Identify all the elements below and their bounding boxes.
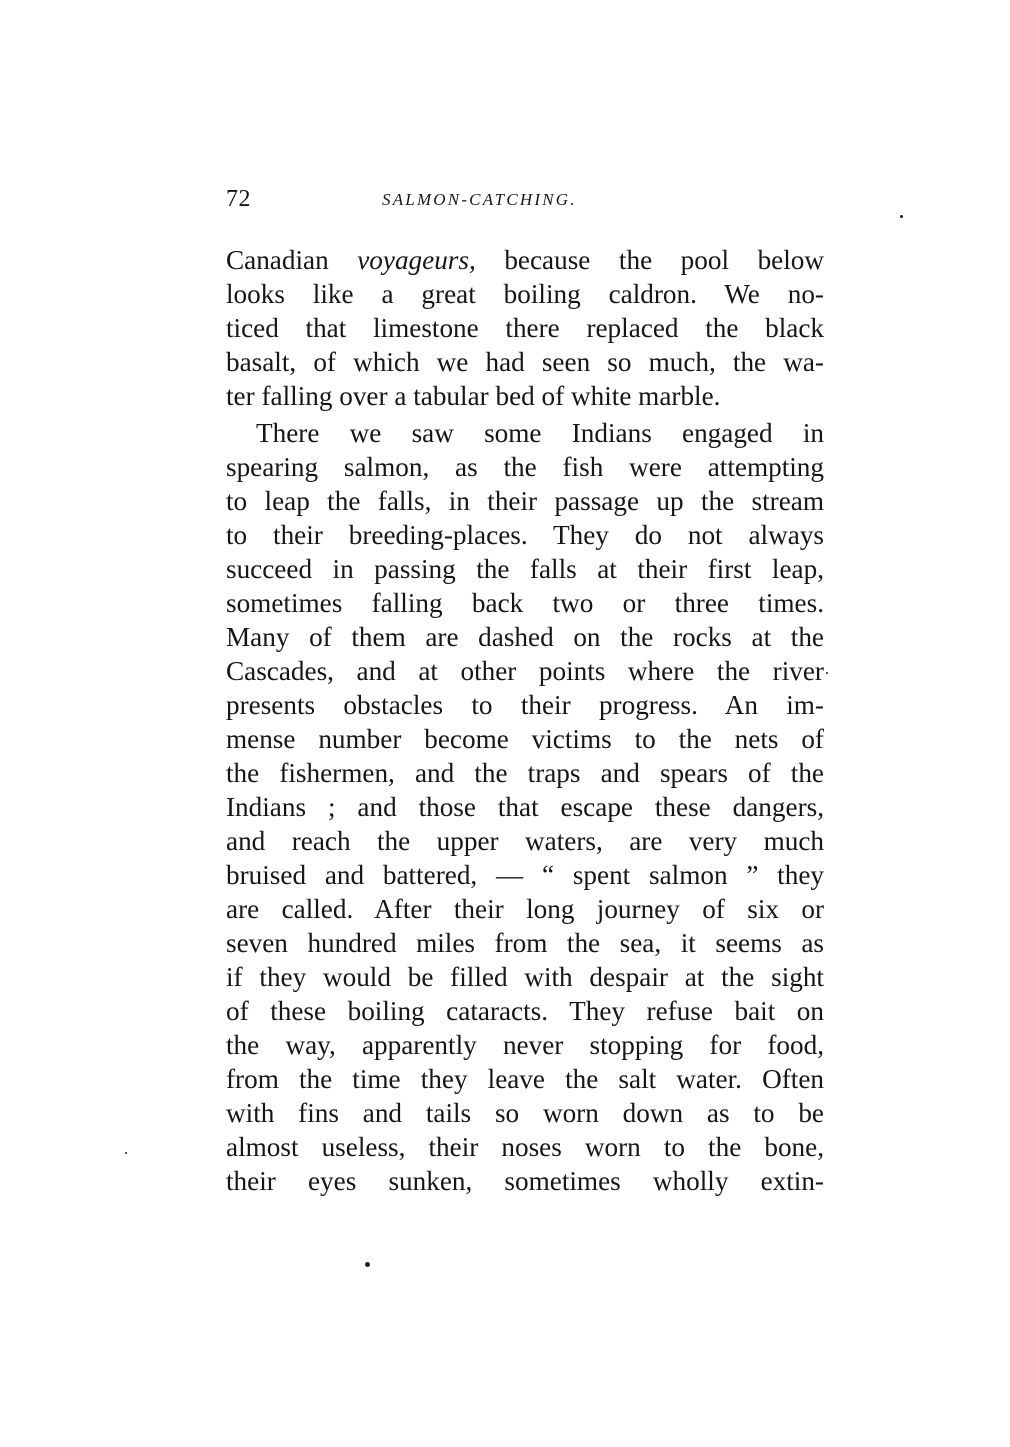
text-line: Canadian voyageurs, because the pool below: [226, 245, 824, 275]
ink-speck: [900, 215, 903, 218]
text-line: are called. After their long journey of six or: [226, 894, 824, 924]
text-line: Many of them are dashed on the rocks at the: [226, 622, 824, 652]
text-line: and reach the upper waters, are very much: [226, 826, 824, 856]
text-line: bruised and battered, — “ spent salmon ” they: [226, 860, 824, 890]
text-line: seven hundred miles from the sea, it seems as: [226, 928, 824, 958]
text-line: if they would be filled with despair at the sight: [226, 962, 824, 992]
text-line: basalt, of which we had seen so much, the wa-: [226, 347, 824, 377]
text-line: ter falling over a tabular bed of white marble.: [226, 381, 721, 411]
page-header: [226, 186, 826, 216]
text-line: Cascades, and at other points where the river: [226, 656, 824, 686]
text-line: looks like a great boiling caldron. We no-: [226, 279, 824, 309]
body-text: [226, 243, 824, 1198]
text-line: Indians ; and those that escape these dangers,: [226, 792, 824, 822]
paragraph-1: [226, 243, 824, 413]
text-line: the way, apparently never stopping for food,: [226, 1030, 824, 1060]
ink-speck: [826, 672, 828, 674]
text-line: to leap the falls, in their passage up the stream: [226, 486, 824, 516]
ink-speck: [365, 1262, 370, 1267]
text-line: sometimes falling back two or three times.: [226, 588, 824, 618]
page-number: 72: [226, 186, 251, 212]
text-line: of these boiling cataracts. They refuse bait on: [226, 996, 824, 1026]
text-line: with fins and tails so worn down as to be: [226, 1098, 824, 1128]
text-line: presents obstacles to their progress. An im-: [226, 690, 824, 720]
italic-term: voyageurs,: [357, 245, 476, 275]
text-line: their eyes sunken, sometimes wholly extin-: [226, 1166, 824, 1196]
paragraph-2: [226, 416, 824, 1198]
text-line: almost useless, their noses worn to the bone,: [226, 1132, 824, 1162]
text-line: mense number become victims to the nets of: [226, 724, 824, 754]
text-line: There we saw some Indians engaged in: [256, 418, 824, 448]
text-line: spearing salmon, as the fish were attempting: [226, 452, 824, 482]
ink-speck: [125, 1152, 127, 1154]
text-line: to their breeding-places. They do not always: [226, 520, 824, 550]
text-line: from the time they leave the salt water. Often: [226, 1064, 824, 1094]
text-line: succeed in passing the falls at their first leap,: [226, 554, 824, 584]
text-line: ticed that limestone there replaced the black: [226, 313, 824, 343]
text-line: the fishermen, and the traps and spears of the: [226, 758, 824, 788]
running-title: SALMON-CATCHING.: [382, 190, 577, 209]
